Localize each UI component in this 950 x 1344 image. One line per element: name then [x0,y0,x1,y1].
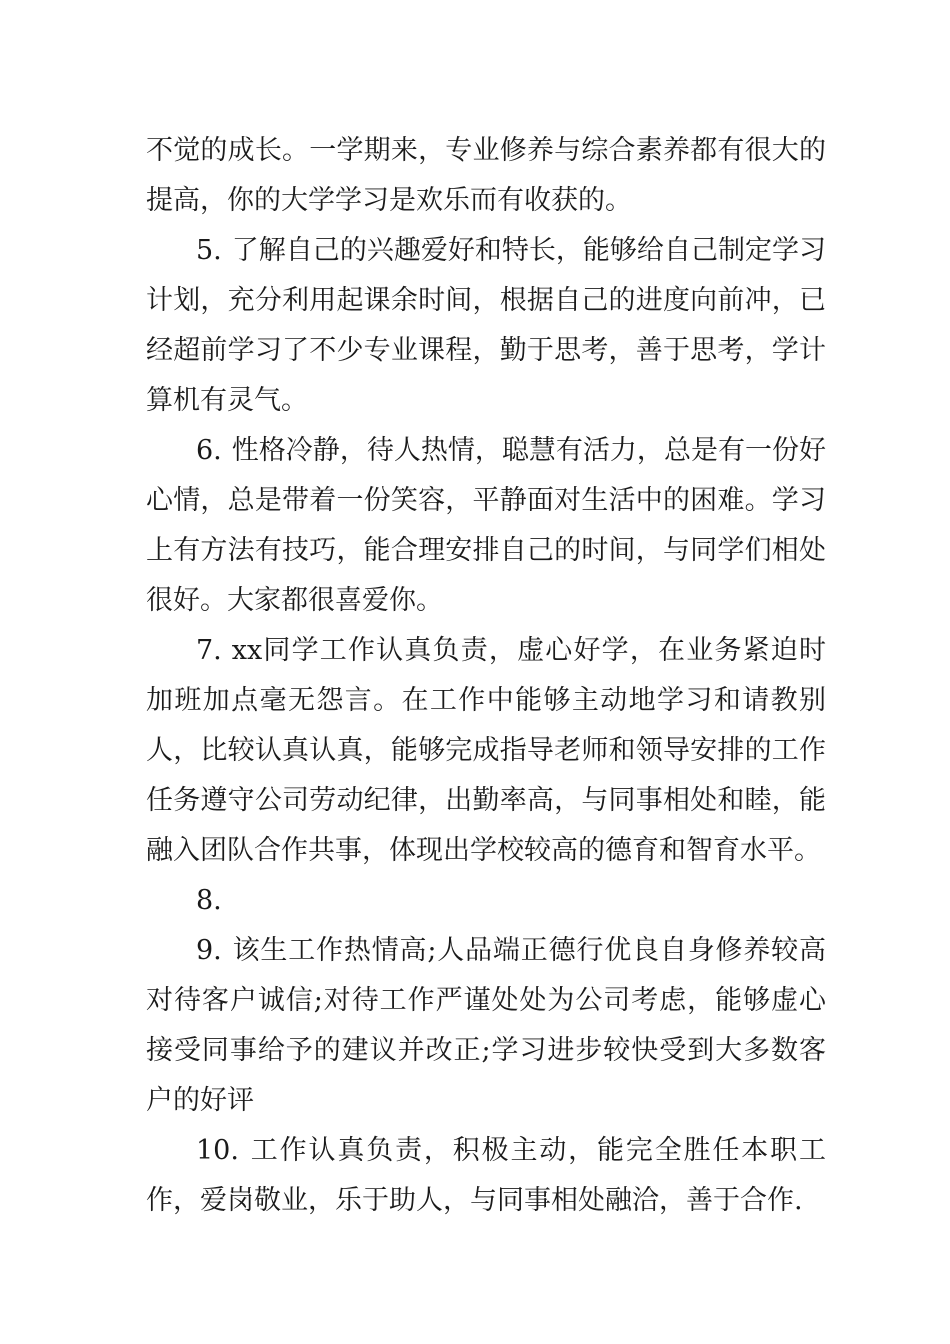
paragraph-item-8 [146,876,826,926]
paragraph-text: 工作认真负责，积极主动，能完全胜任本职工作，爱岗敬业，乐于助人，与同事相处融洽，善于合作. [146,1135,826,1216]
paragraph-text: 该生工作热情高;人品端正德行优良自身修养较高对待客户诚信;对待工作严谨处处为公司考虑，能够虚心接受同事给予的建议并改正;学习进步较快受到大多数客户的好评 [146,935,826,1116]
paragraph-item-7 [146,626,826,876]
paragraph-text: 了解自己的兴趣爱好和特长，能够给自己制定学习计划，充分利用起课余时间，根据自己的进度向前冲，已经超前学习了不少专业课程，勤于思考，善于思考，学计算机有灵气。 [146,235,826,416]
item-number: 5. [196,235,222,266]
paragraph-item-10 [146,1126,826,1226]
paragraph-item-9 [146,926,826,1126]
document-body [146,126,826,1226]
paragraph-text: 不觉的成长。一学期来，专业修养与综合素养都有很大的提高，你的大学学习是欢乐而有收获的。 [146,135,826,216]
item-number: 7. [196,635,222,666]
item-number: 10. [196,1135,239,1166]
paragraph-text: xx同学工作认真负责，虚心好学，在业务紧迫时加班加点毫无怨言。在工作中能够主动地学习和请教别人，比较认真认真，能够完成指导老师和领导安排的工作任务遵守公司劳动纪律，出勤率高，与同事相处和睦，能融入团队合作共事，体现出学校较高的德育和智育水平。 [146,635,826,866]
paragraph-item-5 [146,226,826,426]
paragraph-continued [146,126,826,226]
item-number: 9. [196,935,222,966]
item-number: 8. [196,885,222,916]
paragraph-item-6 [146,426,826,626]
item-number: 6. [196,435,222,466]
paragraph-text: 性格冷静，待人热情，聪慧有活力，总是有一份好心情，总是带着一份笑容，平静面对生活中的困难。学习上有方法有技巧，能合理安排自己的时间，与同学们相处很好。大家都很喜爱你。 [146,435,826,616]
